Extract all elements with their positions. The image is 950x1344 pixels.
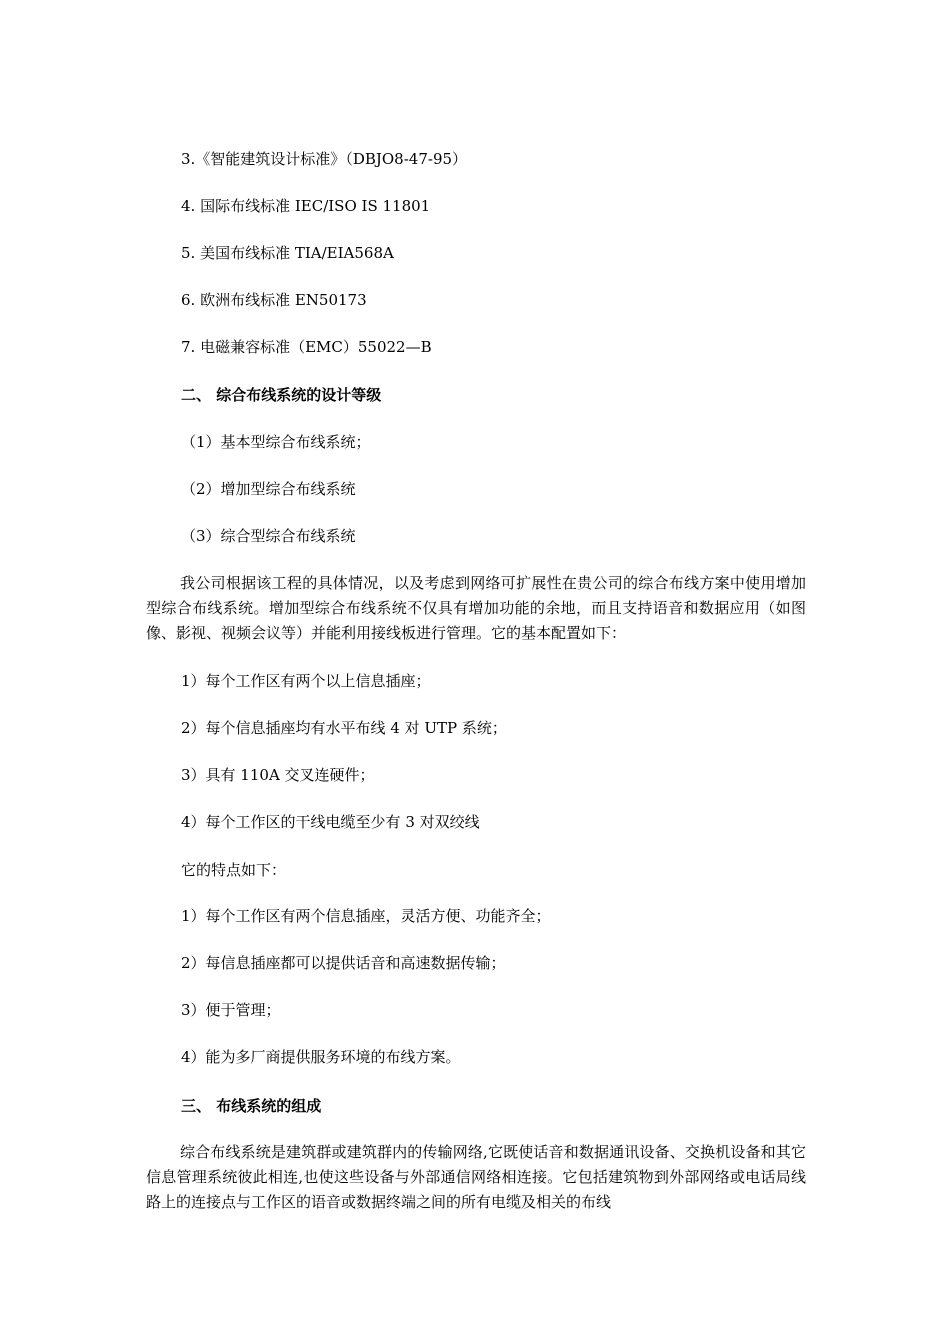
standard-item: 3.《智能建筑设计标准》（DBJO8-47-95） xyxy=(181,150,468,168)
standard-item: 4. 国际布线标准 IEC/ISO IS 11801 xyxy=(181,197,431,215)
design-level-item: （2）增加型综合布线系统 xyxy=(181,480,356,498)
body-paragraph: 综合布线系统是建筑群或建筑群内的传输网络,它既使话音和数据通讯设备、交换机设备和其它信息管理系统彼此相连,也使这些设备与外部通信网络相连接。它包括建筑物到外部网络或电话局线路上的连接点与工作区的语音或数据终端之间的所有电缆及相关的布线 xyxy=(146,1143,806,1211)
feature-item: 3）便于管理； xyxy=(181,1001,281,1019)
standard-item: 6. 欧洲布线标准 EN50173 xyxy=(181,291,367,309)
config-item: 3）具有 110A 交叉连硬件； xyxy=(181,766,375,784)
body-paragraph: 我公司根据该工程的具体情况，以及考虑到网络可扩展性在贵公司的综合布线方案中使用增加型综合布线系统。增加型综合布线系统不仅具有增加功能的余地，而且支持语音和数据应用（如图像、影视、视频会议等）并能利用接线板进行管理。它的基本配置如下： xyxy=(146,574,806,642)
design-level-item: （3）综合型综合布线系统 xyxy=(181,527,356,545)
feature-item: 4）能为多厂商提供服务环境的布线方案。 xyxy=(181,1048,461,1066)
section-heading: 二、 综合布线系统的设计等级 xyxy=(181,386,382,404)
feature-item: 1）每个工作区有两个信息插座，灵活方便、功能齐全； xyxy=(181,907,551,925)
features-intro: 它的特点如下： xyxy=(181,861,287,879)
config-item: 1）每个工作区有两个以上信息插座； xyxy=(181,672,431,690)
config-item: 4）每个工作区的干线电缆至少有 3 对双绞线 xyxy=(181,813,480,831)
feature-item: 2）每信息插座都可以提供话音和高速数据传输； xyxy=(181,954,506,972)
section-heading: 三、 布线系统的组成 xyxy=(181,1097,322,1115)
design-level-item: （1）基本型综合布线系统； xyxy=(181,433,371,451)
config-item: 2）每个信息插座均有水平布线 4 对 UTP 系统； xyxy=(181,719,507,737)
standard-item: 7. 电磁兼容标准（EMC）55022—B xyxy=(181,338,432,356)
standard-item: 5. 美国布线标准 TIA/EIA568A xyxy=(181,244,394,262)
